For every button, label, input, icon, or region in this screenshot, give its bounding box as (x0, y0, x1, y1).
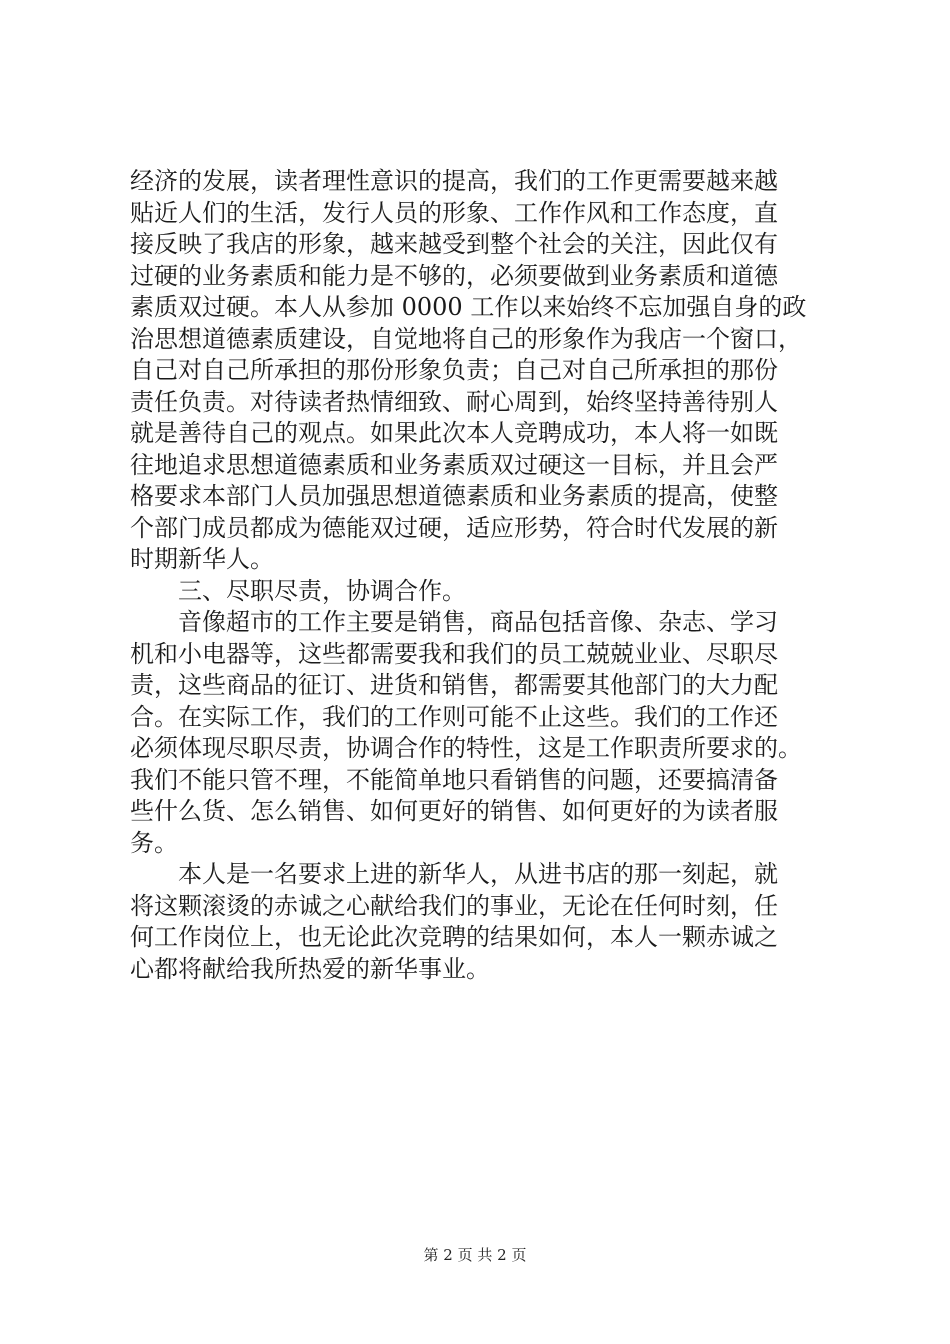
text-line: 将这颗滚烫的赤诚之心献给我们的事业，无论在任何时刻，任 (130, 891, 778, 920)
text-line: 格要求本部门人员加强思想道德素质和业务素质的提高，使整 (130, 482, 778, 510)
text-line: 音像超市的工作主要是销售，商品包括音像、杂志、学习 (130, 608, 778, 636)
text-line: 自己对自己所承担的那份形象负责；自己对自己所承担的那份 (130, 356, 778, 384)
text-line: 往地追求思想道德素质和业务素质双过硬这一目标，并且会严 (130, 450, 778, 479)
text-line: 些什么货、怎么销售、如何更好的销售、如何更好的为读者服 (130, 797, 778, 825)
section-heading: 三、尽职尽责，协调合作。 (130, 576, 466, 605)
document-body (130, 166, 830, 985)
text-line: 何工作岗位上，也无论此次竞聘的结果如何，本人一颗赤诚之 (130, 923, 778, 951)
text-line: 就是善待自己的观点。如果此次本人竞聘成功，本人将一如既 (130, 419, 778, 447)
text-line: 时期新华人。 (130, 545, 274, 573)
text-line: 责任负责。对待读者热情细致、耐心周到，始终坚持善待别人 (130, 387, 778, 416)
text-line: 本人是一名要求上进的新华人，从进书店的那一刻起，就 (130, 860, 778, 888)
text-line: 心都将献给我所热爱的新华事业。 (130, 954, 490, 983)
text-line: 必须体现尽职尽责，协调合作的特性，这是工作职责所要求的。 (130, 734, 802, 762)
text-line: 接反映了我店的形象，越来越受到整个社会的关注，因此仅有 (130, 230, 778, 258)
text-line: 机和小电器等，这些都需要我和我们的员工兢兢业业、尽职尽 (130, 639, 778, 668)
text-line: 合。在实际工作，我们的工作则可能不止这些。我们的工作还 (130, 702, 778, 731)
text-line: 个部门成员都成为德能双过硬，适应形势，符合时代发展的新 (130, 513, 778, 542)
text-line: 责，这些商品的征订、进货和销售，都需要其他部门的大力配 (130, 671, 778, 699)
text-line: 贴近人们的生活，发行人员的形象、工作作风和工作态度，直 (130, 198, 778, 227)
page-number-footer: 第 2 页 共 2 页 (423, 1246, 527, 1264)
text-line: 务。 (130, 828, 178, 857)
text-line: 过硬的业务素质和能力是不够的，必须要做到业务素质和道德 (130, 261, 778, 290)
text-line: 治思想道德素质建设，自觉地将自己的形象作为我店一个窗口， (130, 324, 802, 353)
text-line: 素质双过硬。本人从参加 0000 工作以来始终不忘加强自身的政 (130, 293, 807, 321)
text-line: 经济的发展，读者理性意识的提高，我们的工作更需要越来越 (130, 167, 778, 195)
text-line: 我们不能只管不理，不能简单地只看销售的问题，还要搞清备 (130, 765, 778, 794)
